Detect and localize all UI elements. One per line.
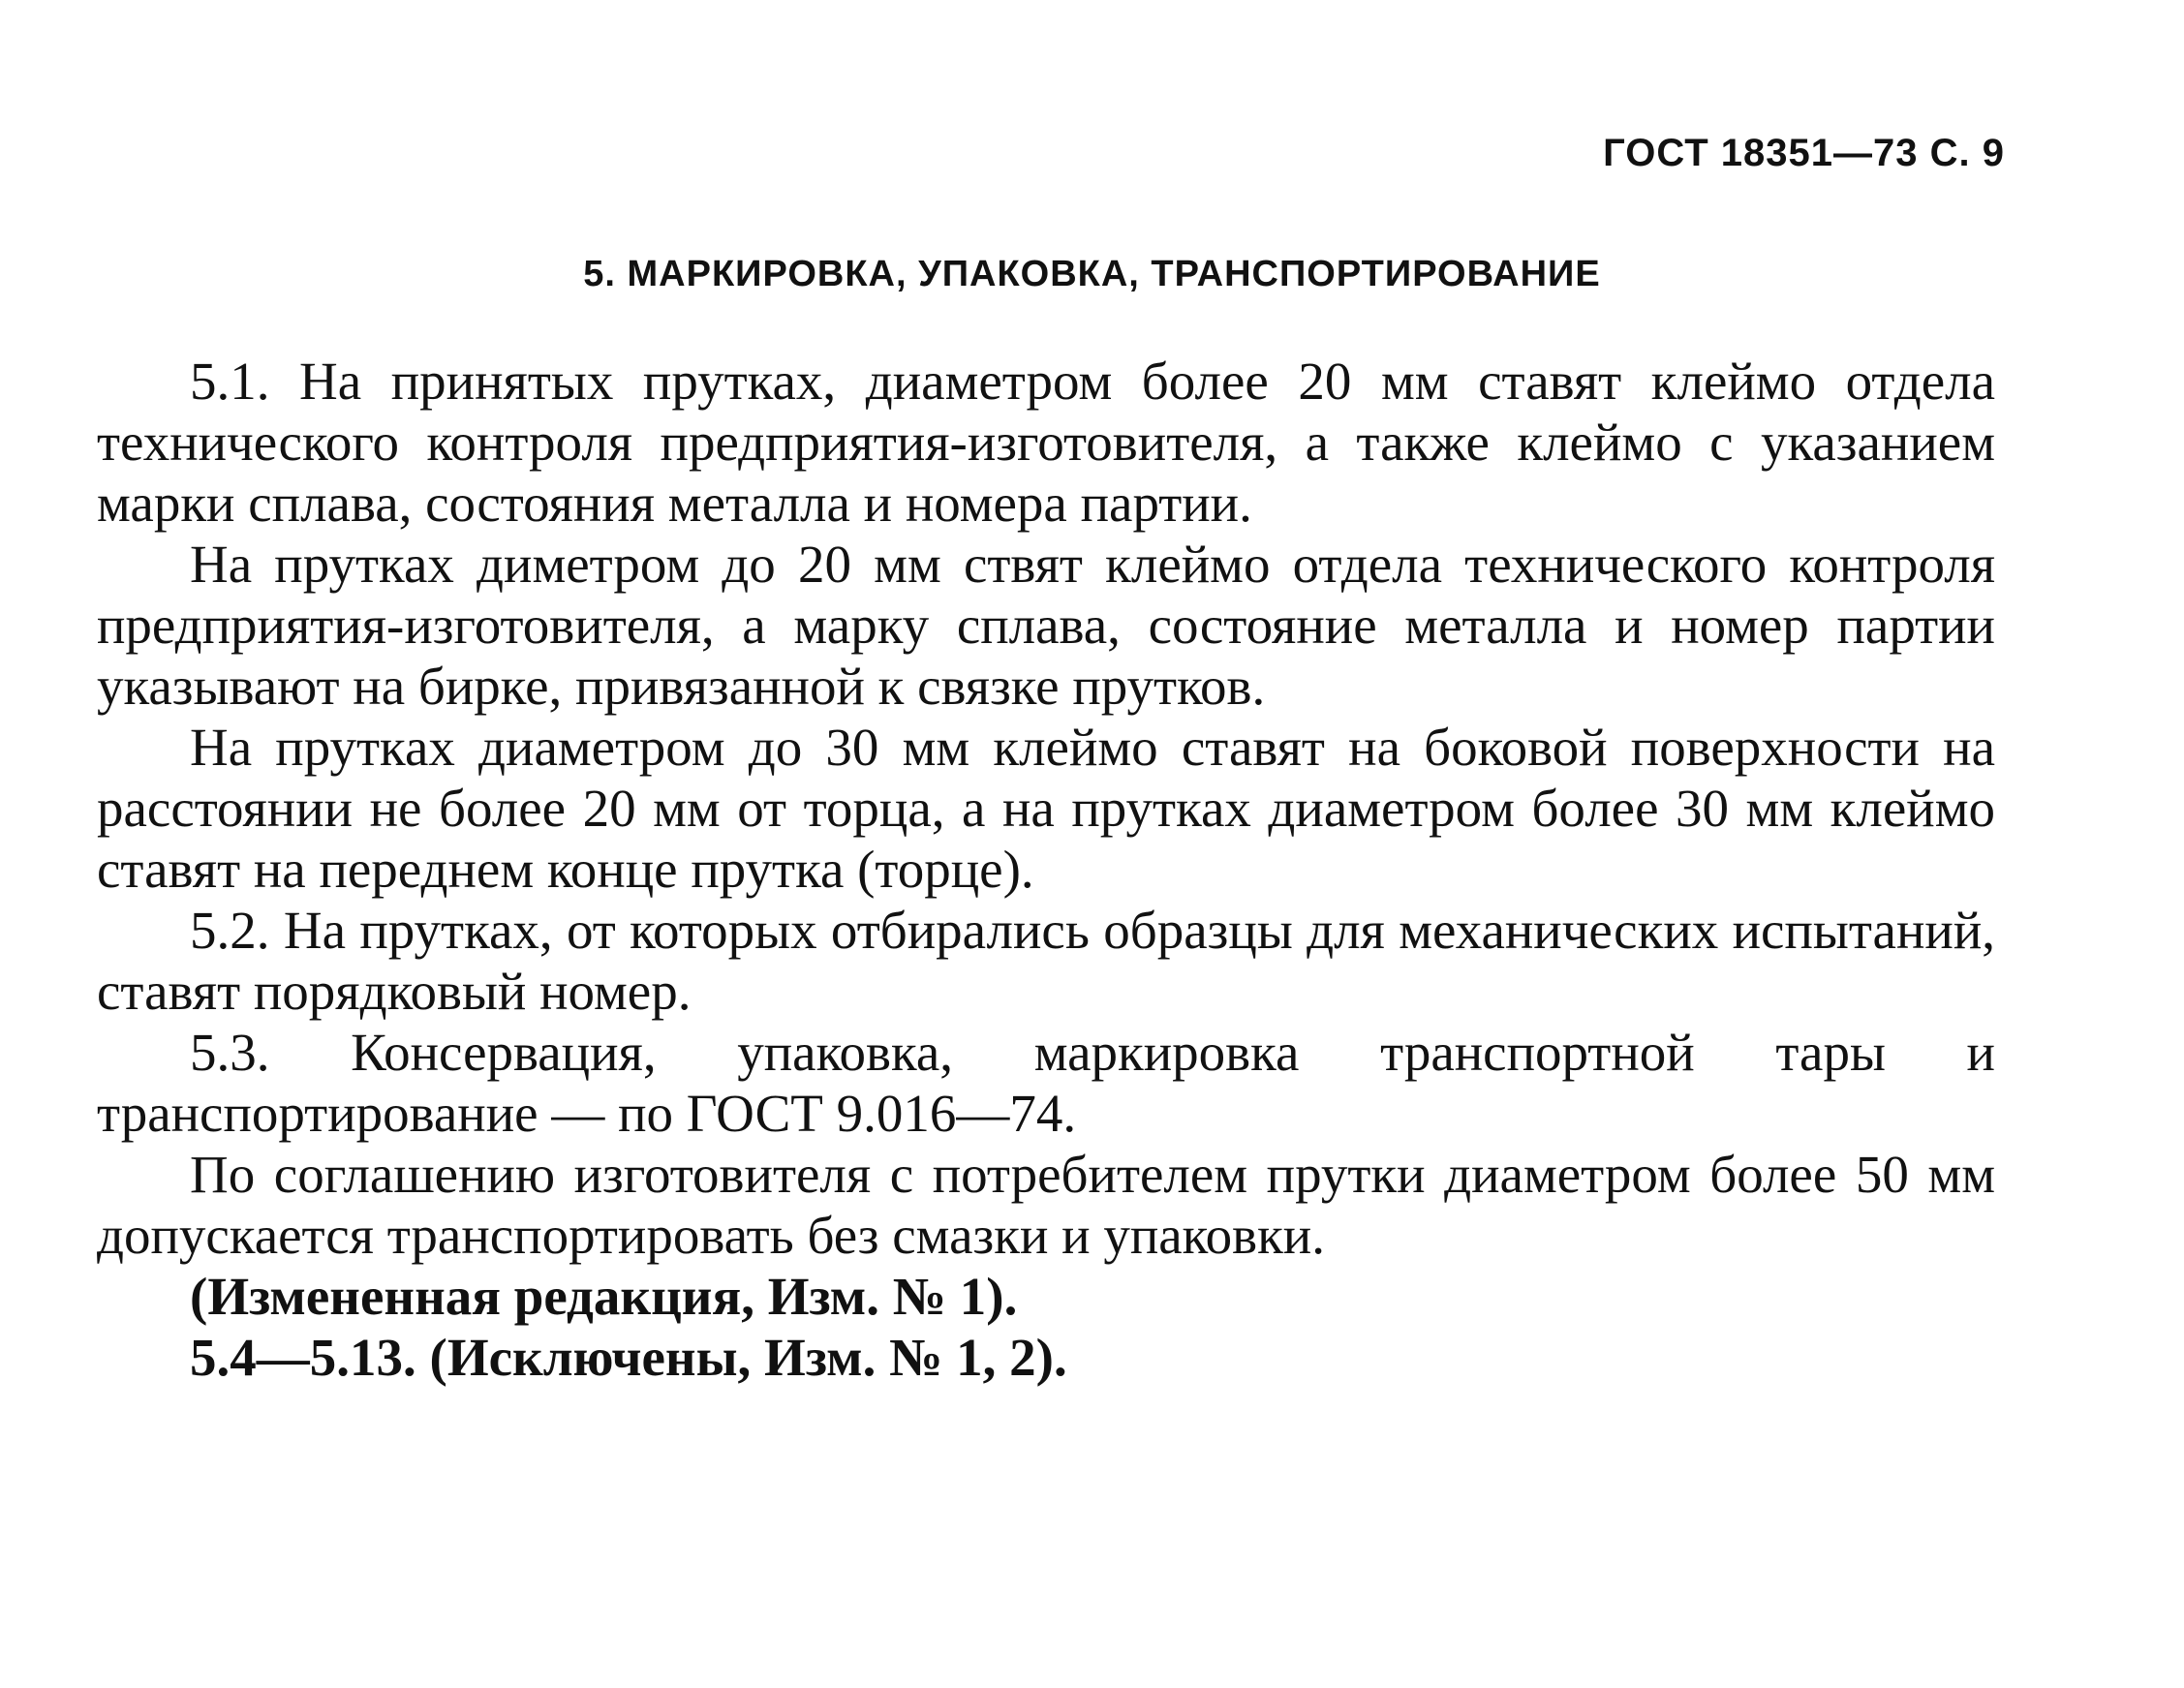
amendment-note: (Измененная редакция, Изм. № 1). — [190, 1267, 1018, 1326]
running-head: ГОСТ 18351—73 С. 9 — [1603, 132, 2005, 174]
paragraph-5-3: 5.3. Консервация, упаковка, маркировка транспортной тары и транспортирование — по ГОСТ 9.016—74. — [97, 1023, 1995, 1143]
paragraph-5-1: 5.1. На принятых прутках, диаметром более 20 мм ставят клеймо отдела технического контроля предприятия-изготовителя, а также клеймо с указанием марки сплава, состояния металла и номера партии. — [97, 352, 1995, 533]
paragraph-5-2: 5.2. На прутках, от которых отбирались образцы для механических испытаний, ставят порядковый номер. — [97, 901, 1995, 1021]
paragraph-small-diameter-marking: На прутках диметром до 20 мм ствят клеймо отдела технического контроля предприятия-изготовителя, а марку сплава, состояние металла и номер партии указывают на бирке, привязанной к связке прутков. — [97, 535, 1995, 716]
excluded-clauses-note: 5.4—5.13. (Исключены, Изм. № 1, 2). — [190, 1328, 1067, 1387]
section-body — [97, 351, 1995, 1388]
paragraph-stamp-placement: На прутках диаметром до 30 мм клеймо ставят на боковой поверхности на расстоянии не более 20 мм от торца, а на прутках диаметром более 30 мм клеймо ставят на переднем конце прутка (торце). — [97, 718, 1995, 899]
paragraph-agreement: По соглашению изготовителя с потребителем прутки диаметром более 50 мм допускается транспортировать без смазки и упаковки. — [97, 1145, 1995, 1265]
section-title: 5. МАРКИРОВКА, УПАКОВКА, ТРАНСПОРТИРОВАНИЕ — [583, 254, 1601, 294]
